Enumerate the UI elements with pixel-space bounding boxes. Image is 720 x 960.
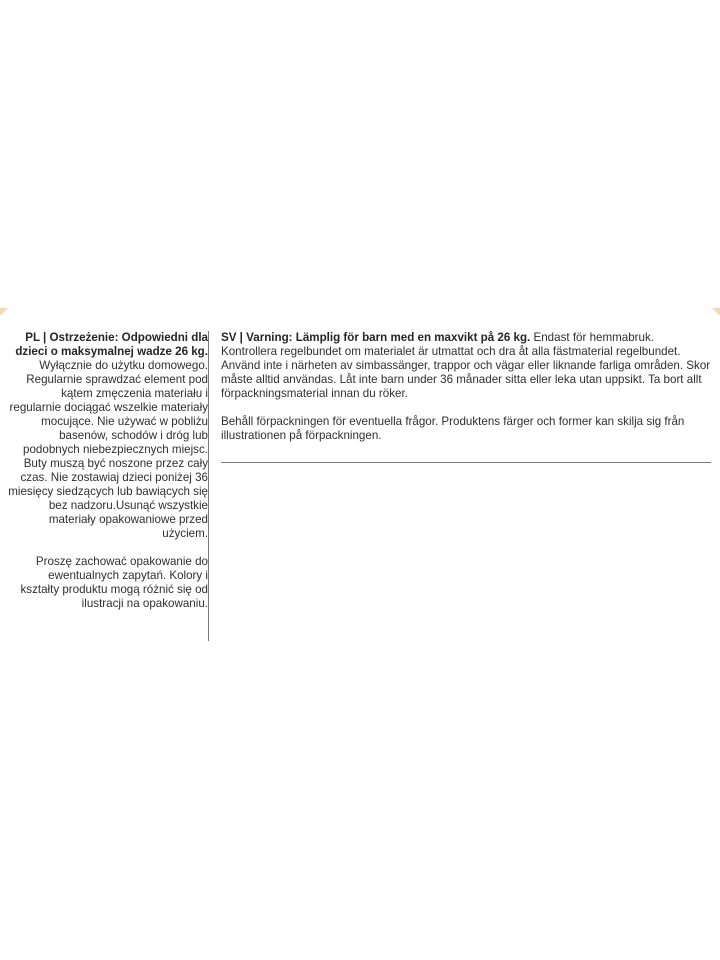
swedish-warning-paragraph (221, 331, 711, 401)
swedish-warning-heading: SV | Varning: Lämplig för barn med en maxvikt på 26 kg. (221, 331, 531, 344)
polish-warning-text: Wyłącznie do użytku domowego. Regularnie sprawdzać element pod kątem zmęczenia materiału i regularnie dociągać wszelkie materiały mocujące. Nie używać w pobliżu basenów, schodów i dróg lub podobnych niebezpiecznych miejsc. Buty muszą być noszone przez cały czas. Nie zostawiaj dzieci poniżej 36 miesięcy siedzących lub bawiących się bez nadzoru.Usunąć wszystkie materiały opakowaniowe przed użyciem. (8, 359, 208, 540)
polish-warning-paragraph (8, 331, 208, 541)
swedish-warning-column (221, 331, 711, 443)
polish-warning-column (8, 331, 208, 611)
polish-warning-heading: PL | Ostrzeżenie: Odpowiedni dla dzieci o maksymalnej wadze 26 kg. (15, 331, 208, 358)
swedish-packaging-note: Behåll förpackningen för eventuella frågor. Produktens färger och former kan skilja sig från illustrationen på förpackningen. (221, 415, 685, 442)
corner-crop-mark-right (712, 308, 720, 316)
swedish-warning-text: Endast för hemmabruk. Kontrollera regelbundet om materialet är utmattat och dra åt alla fästmaterial regelbundet. Använd inte i närheten av simbassänger, trappor och vägar eller liknande farliga områden. Skor måste alltid användas. Låt inte barn under 36 månader sitta eller leka utan uppsikt. Ta bort allt förpackningsmaterial innan du röker. (221, 331, 711, 400)
column-divider (208, 331, 209, 641)
section-divider (221, 462, 711, 463)
corner-crop-mark-left (0, 308, 8, 316)
polish-packaging-note: Proszę zachować opakowanie do ewentualnych zapytań. Kolory i kształty produktu mogą różnić się od ilustracji na opakowaniu. (20, 555, 208, 610)
